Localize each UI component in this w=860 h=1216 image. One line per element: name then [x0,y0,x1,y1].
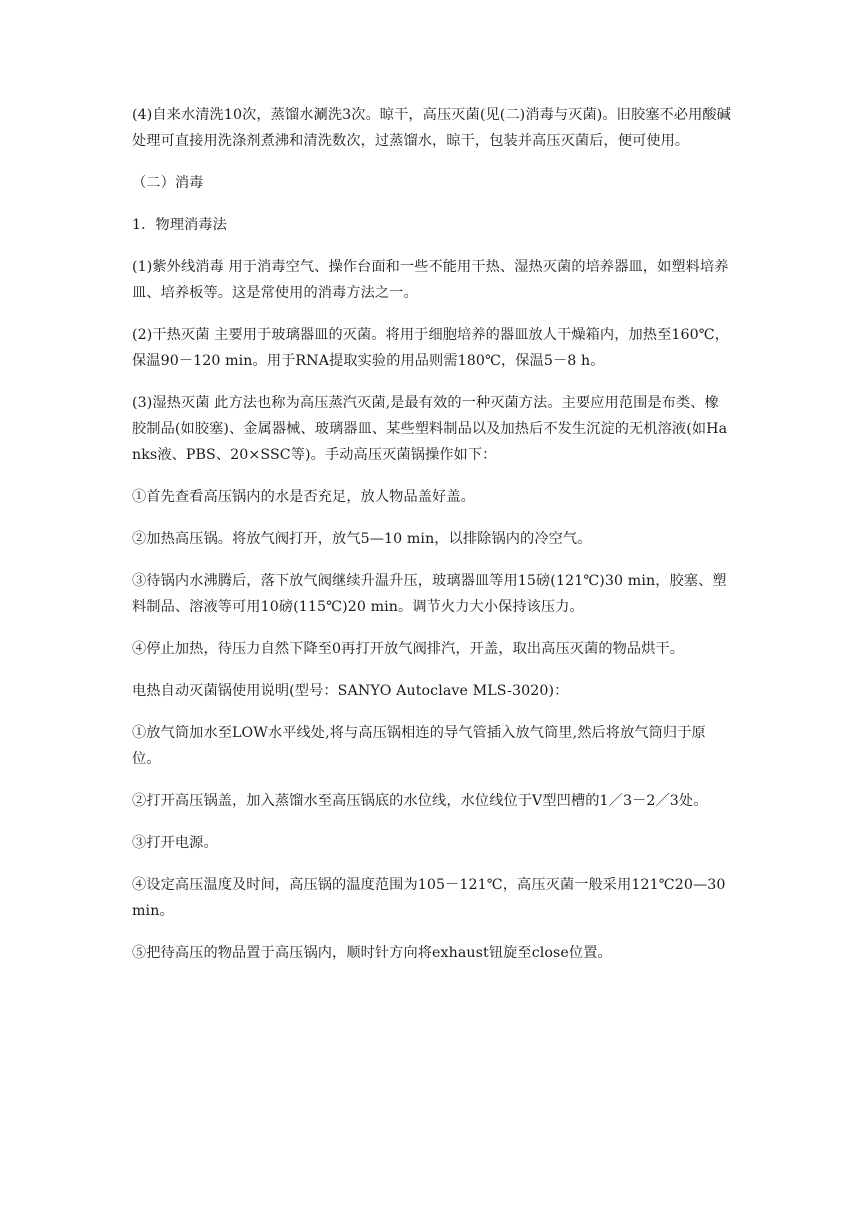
list-item-manual-step-3: ③待锅内水沸腾后，落下放气阀继续升温升压，玻璃器皿等用15磅(121℃)30 min，胶塞、塑料制品、溶液等可用10磅(115℃)20 min。调节火力大小保持该压力。 [132,573,727,615]
document-body [132,102,732,982]
list-item-autoclave-step-2: ②打开高压锅盖，加入蒸馏水至高压锅底的水位线，水位线位于V型凹槽的1／3－2／3处。 [132,793,708,809]
paragraph-dry-heat-sterilization: (2)干热灭菌 主要用于玻璃器皿的灭菌。将用于细胞培养的器皿放人干燥箱内，加热至160℃，保温90－120 min。用于RNA提取实验的用品则需180℃，保温5－8 h。 [132,327,729,369]
list-item-manual-step-4: ④停止加热，待压力自然下降至0再打开放气阀排汽，开盖，取出高压灭菌的物品烘干。 [132,641,685,657]
list-item-autoclave-step-5: ⑤把待高压的物品置于高压锅内，顺时针方向将exhaust钮旋至close位置。 [132,945,612,961]
subheading-physical-disinfection: 1．物理消毒法 [132,217,227,233]
paragraph-cleaning-step-4: (4)自来水清洗10次，蒸馏水涮洗3次。晾干，高压灭菌(见(二)消毒与灭菌)。旧胶塞不必用酸碱处理可直接用洗涤剂煮沸和清洗数次，过蒸馏水，晾干，包装并高压灭菌后，便可使用。 [132,107,731,149]
list-item-manual-step-1: ①首先查看高压锅内的水是否充足，放人物品盖好盖。 [132,489,475,505]
list-item-autoclave-step-4: ④设定高压温度及时间，高压锅的温度范围为105－121℃，高压灭菌一般采用121℃20—30 min。 [132,877,726,919]
paragraph-uv-disinfection: (1)紫外线消毒 用于消毒空气、操作台面和一些不能用干热、湿热灭菌的培养器皿，如塑料培养皿、培养板等。这是常使用的消毒方法之一。 [132,259,729,301]
paragraph-autoclave-instructions-title: 电热自动灭菌锅使用说明(型号：SANYO Autoclave MLS-3020)： [132,683,569,699]
paragraph-moist-heat-sterilization: (3)湿热灭菌 此方法也称为高压蒸汽灭菌,是最有效的一种灭菌方法。主要应用范围是布类、橡胶制品(如胶塞)、金属器械、玻璃器皿、某些塑料制品以及加热后不发生沉淀的无机溶液(如Hanks液、PBS、20×SSC等)。手动高压灭菌锅操作如下： [132,395,728,463]
section-heading-disinfection: （二）消毒 [132,175,204,191]
list-item-manual-step-2: ②加热高压锅。将放气阀打开，放气5—10 min，以排除锅内的冷空气。 [132,531,592,547]
list-item-autoclave-step-3: ③打开电源。 [132,835,218,851]
list-item-autoclave-step-1: ①放气筒加水至LOW水平线处,将与高压锅相连的导气管插入放气筒里,然后将放气筒归于原位。 [132,725,706,767]
